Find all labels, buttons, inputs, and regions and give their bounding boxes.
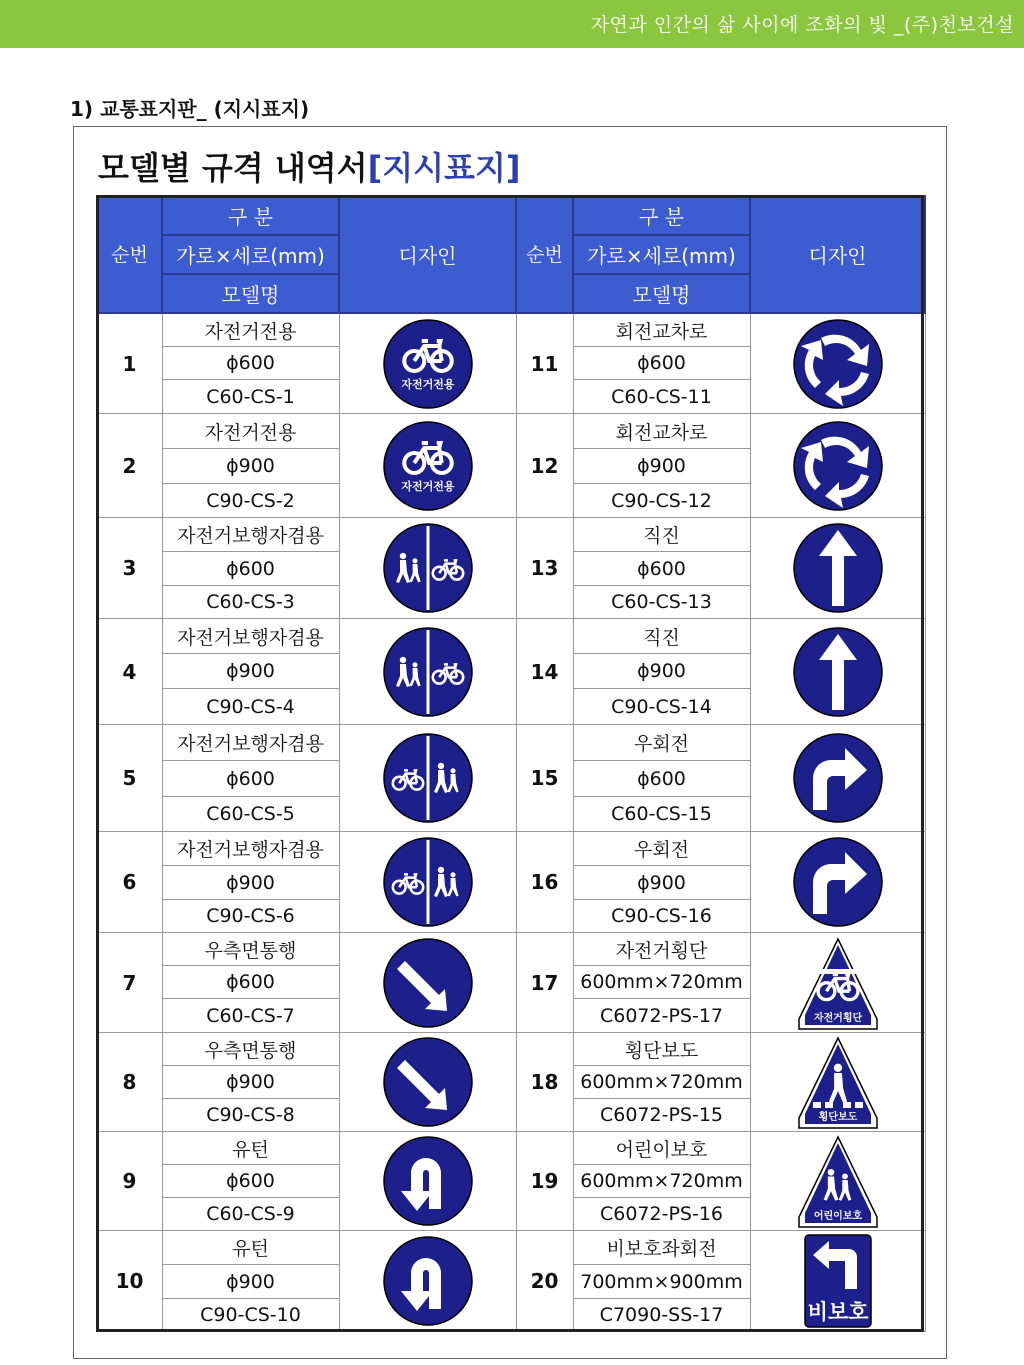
sign-cell: [750, 1231, 925, 1332]
table-row: [97, 725, 925, 761]
table-row: [97, 832, 925, 866]
row-number: 14: [516, 619, 573, 725]
sign-name: 우측면통행: [162, 1033, 339, 1066]
bike-ped-sign-icon: [340, 834, 516, 930]
sign-size: ϕ900: [162, 1066, 339, 1099]
sign-cell: [339, 725, 516, 832]
sign-cell: [339, 518, 516, 619]
sign-name: 유턴: [162, 1231, 339, 1265]
sign-cell: [750, 414, 925, 518]
section-title: 1) 교통표지판_ (지시표지): [70, 97, 310, 121]
header-number-left: 순번: [97, 196, 162, 313]
sign-size: ϕ900: [162, 654, 339, 689]
sign-cell: [750, 1132, 925, 1231]
sign-name: 유턴: [162, 1132, 339, 1165]
row-number: 4: [97, 619, 162, 725]
sign-cell: [750, 619, 925, 725]
table-row: [97, 1231, 925, 1265]
spec-table: [96, 195, 926, 1332]
unprotected-left-sign-icon: [751, 1233, 925, 1329]
header-category-right: 구 분: [573, 196, 750, 235]
sign-cell: [339, 619, 516, 725]
row-number: 11: [516, 313, 573, 414]
straight-sign-icon: [751, 520, 925, 616]
sign-name: 우회전: [573, 725, 750, 761]
sign-name: 우회전: [573, 832, 750, 866]
header-number-right: 순번: [516, 196, 573, 313]
model-name: C60-CS-1: [162, 380, 339, 414]
document-title-accent: [지시표지]: [367, 149, 521, 187]
model-name: C90-CS-16: [573, 900, 750, 933]
header-size-right: 가로×세로(mm): [573, 235, 750, 274]
model-name: C60-CS-15: [573, 797, 750, 832]
model-name: C90-CS-8: [162, 1099, 339, 1132]
sign-name: 자전거횡단: [573, 933, 750, 966]
keep-right-sign-icon: [340, 935, 516, 1031]
u-turn-sign-icon: [340, 1133, 516, 1229]
table-row: [97, 414, 925, 449]
row-number: 6: [97, 832, 162, 933]
model-name: C7090-SS-17: [573, 1299, 750, 1332]
sign-name: 횡단보도: [573, 1033, 750, 1066]
sign-size: ϕ600: [573, 552, 750, 586]
sign-name: 직진: [573, 518, 750, 552]
top-banner: [0, 0, 1024, 48]
header-model-left: 모델명: [162, 274, 339, 313]
header-design-left: 디자인: [339, 196, 516, 313]
header-design-right: 디자인: [750, 196, 925, 313]
sign-cell: [750, 725, 925, 832]
sign-size: ϕ900: [162, 1265, 339, 1299]
row-number: 18: [516, 1033, 573, 1132]
row-number: 1: [97, 313, 162, 414]
children-sign-icon: [751, 1133, 925, 1229]
crosswalk-sign-icon: [751, 1034, 925, 1130]
header-model-right: 모델명: [573, 274, 750, 313]
row-number: 3: [97, 518, 162, 619]
sign-size: 600mm×720mm: [573, 966, 750, 999]
sign-name: 자전거전용: [162, 313, 339, 347]
sign-size: 600mm×720mm: [573, 1165, 750, 1198]
document-title-main: 모델별 규격 내역서: [98, 149, 368, 187]
sign-cell: [339, 414, 516, 518]
row-number: 9: [97, 1132, 162, 1231]
bike-crossing-sign-icon: [751, 935, 925, 1031]
keep-right-sign-icon: [340, 1034, 516, 1130]
sign-name: 직진: [573, 619, 750, 654]
model-name: C60-CS-9: [162, 1198, 339, 1231]
model-name: C6072-PS-17: [573, 999, 750, 1033]
row-number: 8: [97, 1033, 162, 1132]
sign-cell: [339, 1033, 516, 1132]
row-number: 19: [516, 1132, 573, 1231]
sign-name: 비보호좌회전: [573, 1231, 750, 1265]
table-row: [97, 933, 925, 966]
sign-cell: [750, 1033, 925, 1132]
bicycle-sign-icon: [340, 418, 516, 514]
right-turn-sign-icon: [751, 730, 925, 826]
model-name: C90-CS-2: [162, 484, 339, 518]
model-name: C90-CS-4: [162, 689, 339, 725]
sign-size: 600mm×720mm: [573, 1066, 750, 1099]
sign-size: ϕ900: [162, 449, 339, 484]
sign-size: ϕ600: [162, 1165, 339, 1198]
sign-cell: [339, 313, 516, 414]
row-number: 12: [516, 414, 573, 518]
right-turn-sign-icon: [751, 834, 925, 930]
sign-size: 700mm×900mm: [573, 1265, 750, 1299]
banner-text: 자연과 인간의 삶 사이에 조화의 빛 _(주)천보건설: [590, 14, 1014, 36]
svg-text:자전거전용: 자전거전용: [400, 479, 455, 493]
row-number: 16: [516, 832, 573, 933]
header-category-left: 구 분: [162, 196, 339, 235]
sign-name: 우측면통행: [162, 933, 339, 966]
sign-size: ϕ900: [573, 866, 750, 900]
svg-text:횡단보도: 횡단보도: [818, 1112, 857, 1123]
sign-cell: [339, 1231, 516, 1332]
roundabout-sign-icon: [751, 418, 925, 514]
bicycle-sign-icon: [340, 316, 516, 412]
sign-name: 자전거보행자겸용: [162, 619, 339, 654]
model-name: C90-CS-14: [573, 689, 750, 725]
straight-sign-icon: [751, 624, 925, 720]
sign-size: ϕ600: [162, 552, 339, 586]
sign-name: 회전교차로: [573, 313, 750, 347]
table-row: [97, 1132, 925, 1165]
sign-name: 자전거보행자겸용: [162, 725, 339, 761]
model-name: C90-CS-6: [162, 900, 339, 933]
model-name: C90-CS-12: [573, 484, 750, 518]
row-number: 5: [97, 725, 162, 832]
model-name: C60-CS-13: [573, 586, 750, 619]
sign-cell: [339, 832, 516, 933]
row-number: 10: [97, 1231, 162, 1332]
sign-size: ϕ600: [162, 966, 339, 999]
bike-ped-sign-icon: [340, 730, 516, 826]
sign-cell: [339, 933, 516, 1033]
table-row: [97, 313, 925, 347]
row-number: 15: [516, 725, 573, 832]
sign-size: ϕ900: [573, 449, 750, 484]
model-name: C6072-PS-15: [573, 1099, 750, 1132]
sign-cell: [750, 518, 925, 619]
header-size-left: 가로×세로(mm): [162, 235, 339, 274]
model-name: C6072-PS-16: [573, 1198, 750, 1231]
sign-size: ϕ600: [162, 347, 339, 380]
sign-name: 자전거보행자겸용: [162, 518, 339, 552]
row-number: 2: [97, 414, 162, 518]
sign-size: ϕ900: [573, 654, 750, 689]
row-number: 7: [97, 933, 162, 1033]
model-name: C60-CS-3: [162, 586, 339, 619]
sign-cell: [750, 933, 925, 1033]
sign-cell: [750, 313, 925, 414]
row-number: 13: [516, 518, 573, 619]
ped-bike-sign-icon: [340, 520, 516, 616]
table-row: [97, 1033, 925, 1066]
model-name: C60-CS-7: [162, 999, 339, 1033]
model-name: C90-CS-10: [162, 1299, 339, 1332]
table-row: [97, 619, 925, 654]
svg-text:자전거전용: 자전거전용: [400, 377, 455, 391]
sign-cell: [339, 1132, 516, 1231]
svg-text:자전거횡단: 자전거횡단: [813, 1012, 862, 1024]
sign-size: ϕ600: [162, 761, 339, 797]
svg-text:비보호: 비보호: [807, 1300, 868, 1324]
sign-size: ϕ900: [162, 866, 339, 900]
roundabout-sign-icon: [751, 316, 925, 412]
svg-text:어린이보호: 어린이보호: [813, 1211, 862, 1222]
model-name: C60-CS-5: [162, 797, 339, 832]
sign-size: ϕ600: [573, 347, 750, 380]
sign-name: 어린이보호: [573, 1132, 750, 1165]
table-row: [97, 518, 925, 552]
sign-name: 회전교차로: [573, 414, 750, 449]
table-body: [97, 313, 925, 1332]
row-number: 20: [516, 1231, 573, 1332]
sign-cell: [750, 832, 925, 933]
document-title: [98, 143, 520, 189]
sign-size: ϕ600: [573, 761, 750, 797]
sign-name: 자전거전용: [162, 414, 339, 449]
row-number: 17: [516, 933, 573, 1033]
ped-bike-sign-icon: [340, 624, 516, 720]
sign-name: 자전거보행자겸용: [162, 832, 339, 866]
model-name: C60-CS-11: [573, 380, 750, 414]
u-turn-sign-icon: [340, 1233, 516, 1329]
